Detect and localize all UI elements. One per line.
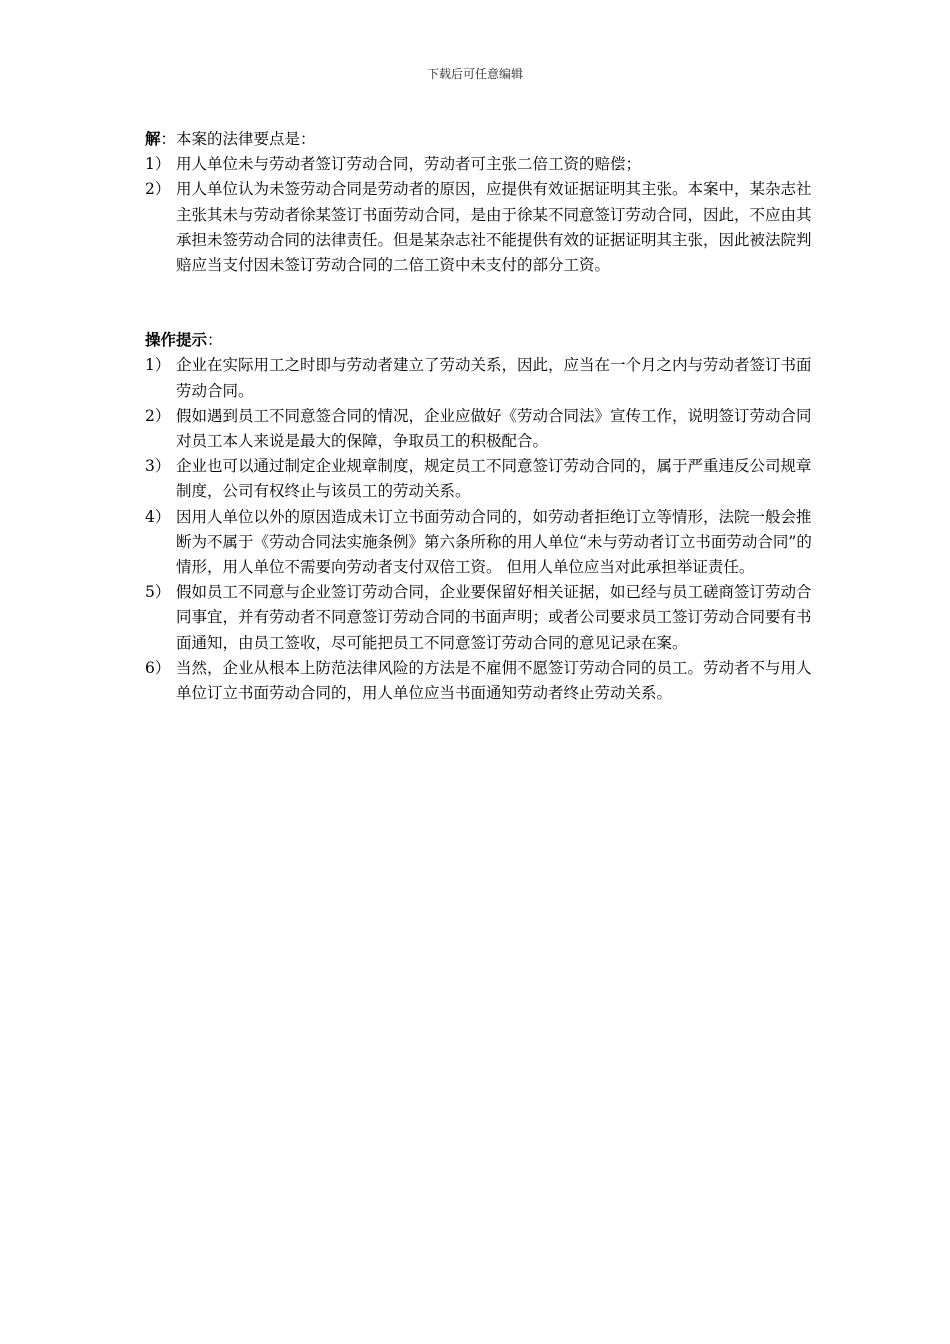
list-item-number: 6） [145,658,171,677]
list-item-text: 企业在实际用工之时即与劳动者建立了劳动关系，因此，应当在一个月之内与劳动者签订书面劳动合同。 [176,356,812,400]
list-item-text: 用人单位认为未签劳动合同是劳动者的原因，应提供有效证据证明其主张。本案中，某杂志社主张其未与劳动者徐某签订书面劳动合同，是由于徐某不同意签订劳动合同，因此，不应由其承担未签劳动合同的法律责任。但是某杂志社不能提供有效的证据证明其主张，因此被法院判赔应当支付因未签订劳动合同的二倍工资中未支付的部分工资。 [176,180,812,275]
section-title-rest: ：本案的法律要点是： [160,130,316,148]
list-item [145,152,825,177]
list-item-text: 因用人单位以外的原因造成未订立书面劳动合同的，如劳动者拒绝订立等情形，法院一般会推断为不属于《劳动合同法实施条例》第六条所称的用人单位“未与劳动者订立书面劳动合同”的情形，用人单位不需要向劳动者支付双倍工资。 但用人单位应当对此承担举证责任。 [176,507,812,577]
section-title-tips [145,327,825,353]
list-item [145,404,825,454]
list-item-number: 1） [145,155,171,174]
list-item-number: 5） [145,583,171,602]
list-item [145,454,825,504]
list-item-text: 假如员工不同意与企业签订劳动合同，企业要保留好相关证据，如已经与员工磋商签订劳动合同事宜，并有劳动者不同意签订劳动合同的书面声明；或者公司要求员工签订劳动合同要有书面通知，由员工签收，尽可能把员工不同意签订劳动合同的意见记录在案。 [176,583,812,652]
list-item-text: 假如遇到员工不同意签合同的情况，企业应做好《劳动合同法》宣传工作，说明签订劳动合同对员工本人来说是最大的保障，争取员工的积极配合。 [176,406,812,451]
list-item [145,656,825,706]
list-item [145,580,825,656]
list-item-number: 1） [145,356,171,375]
section-title-answer [145,126,825,152]
list-item-number: 3） [145,457,171,476]
list-item-number: 2） [145,406,171,425]
list-item-text: 用人单位未与劳动者签订劳动合同，劳动者可主张二倍工资的赔偿； [176,155,642,174]
section-title-bold: 操作提示 [145,330,208,350]
section-title-rest: ： [207,331,223,350]
page-header: 下载后可任意编辑 [426,67,523,81]
section-spacer [145,278,825,327]
list-item [145,177,825,278]
section-title-bold: 解 [145,129,161,148]
list-item-number: 4） [145,507,171,526]
list-item [145,353,825,403]
list-item-text: 当然，企业从根本上防范法律风险的方法是不雇佣不愿签订劳动合同的员工。劳动者不与用人单位订立书面劳动合同的，用人单位应当书面通知劳动者终止劳动关系。 [176,658,812,703]
document-body [145,126,825,706]
list-item [145,505,825,581]
list-item-number: 2） [145,180,171,199]
list-item-text: 企业也可以通过制定企业规章制度，规定员工不同意签订劳动合同的，属于严重违反公司规章制度，公司有权终止与该员工的劳动关系。 [176,457,812,501]
